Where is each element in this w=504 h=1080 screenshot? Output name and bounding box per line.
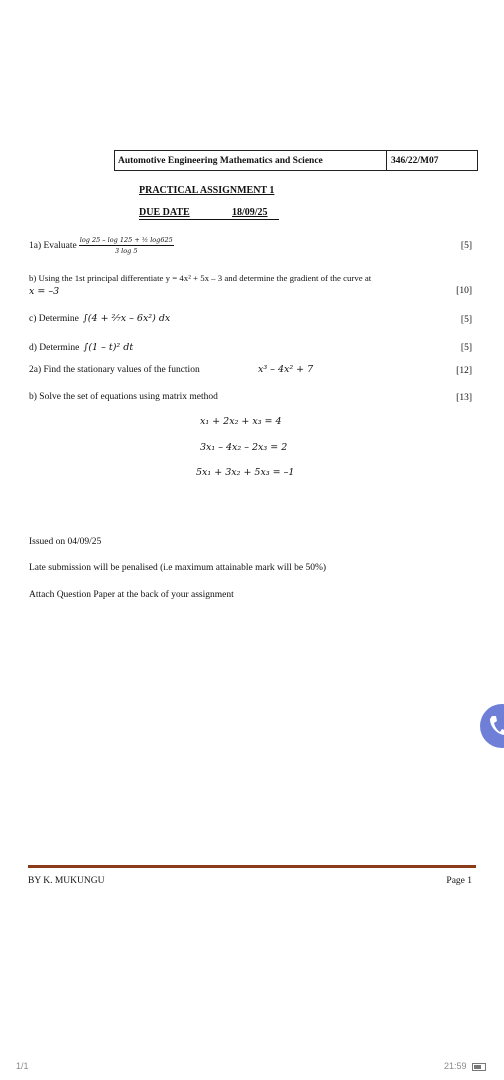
fraction-numerator: log 25 – log 125 + ½ log625 xyxy=(79,236,173,244)
footer-rule xyxy=(28,865,476,868)
question-1c-integral: ∫(4 + ²⁄₇x – 6x²) dx xyxy=(82,313,171,324)
question-1b-continuation: x = –3 xyxy=(29,286,60,297)
course-header-table xyxy=(114,150,478,171)
question-1c-label: c) Determine xyxy=(29,313,79,324)
assignment-title: PRACTICAL ASSIGNMENT 1 xyxy=(139,185,275,196)
viewer-time: 21:59 xyxy=(443,1061,467,1071)
question-2a-label: 2a) Find the stationary values of the function xyxy=(29,365,200,375)
viewer-clock xyxy=(444,1061,486,1071)
equation-3: 5x₁ + 3x₂ + 5x₃ = –1 xyxy=(196,467,295,478)
question-1d-label: d) Determine xyxy=(29,342,80,353)
question-2a-mark: [12] xyxy=(456,366,472,376)
battery-icon xyxy=(472,1063,486,1071)
question-2a-function: x³ – 4x² + 7 xyxy=(258,364,314,375)
due-date-label: DUE DATE xyxy=(139,207,190,218)
question-1d-integral: ∫(1 – t)² dt xyxy=(83,342,134,353)
question-2b-mark: [13] xyxy=(456,393,472,403)
viewer-page-count: 1/1 xyxy=(16,1061,29,1071)
question-1b-text: b) Using the 1st principal differentiate y = 4x² + 5x – 3 and determine the gradient of the curve at xyxy=(29,273,372,283)
footer-author: BY K. MUKUNGU xyxy=(28,876,105,886)
equation-1: x₁ + 2x₂ + x₃ = 4 xyxy=(200,416,282,427)
question-1d-mark: [5] xyxy=(460,343,472,353)
attach-note: Attach Question Paper at the back of your assignment xyxy=(29,590,234,600)
course-code: 346/22/M07 xyxy=(391,155,439,166)
question-1c xyxy=(29,313,170,324)
issued-date: Issued on 04/09/25 xyxy=(29,537,102,547)
due-date-underline xyxy=(139,219,279,220)
question-1b-mark: [10] xyxy=(456,286,472,296)
course-name: Automotive Engineering Mathematics and Science xyxy=(115,151,387,170)
equation-2: 3x₁ – 4x₂ – 2x₃ = 2 xyxy=(200,442,288,453)
question-1a-label: 1a) Evaluate xyxy=(29,240,77,251)
question-1a-mark: [5] xyxy=(460,241,472,251)
due-date-value: 18/09/25 xyxy=(232,207,268,218)
question-1a-fraction xyxy=(79,236,174,255)
late-submission-note: Late submission will be penalised (i.e maximum attainable mark will be 50%) xyxy=(29,563,327,573)
question-1c-mark: [5] xyxy=(460,315,472,325)
fraction-denominator: 3 log 5 xyxy=(114,247,138,255)
footer-page-number: Page 1 xyxy=(446,876,472,886)
question-2b-label: b) Solve the set of equations using matrix method xyxy=(29,392,218,402)
question-1a xyxy=(29,236,174,255)
phone-icon xyxy=(488,714,504,738)
question-1d xyxy=(29,342,133,353)
call-floating-button[interactable] xyxy=(480,704,504,748)
